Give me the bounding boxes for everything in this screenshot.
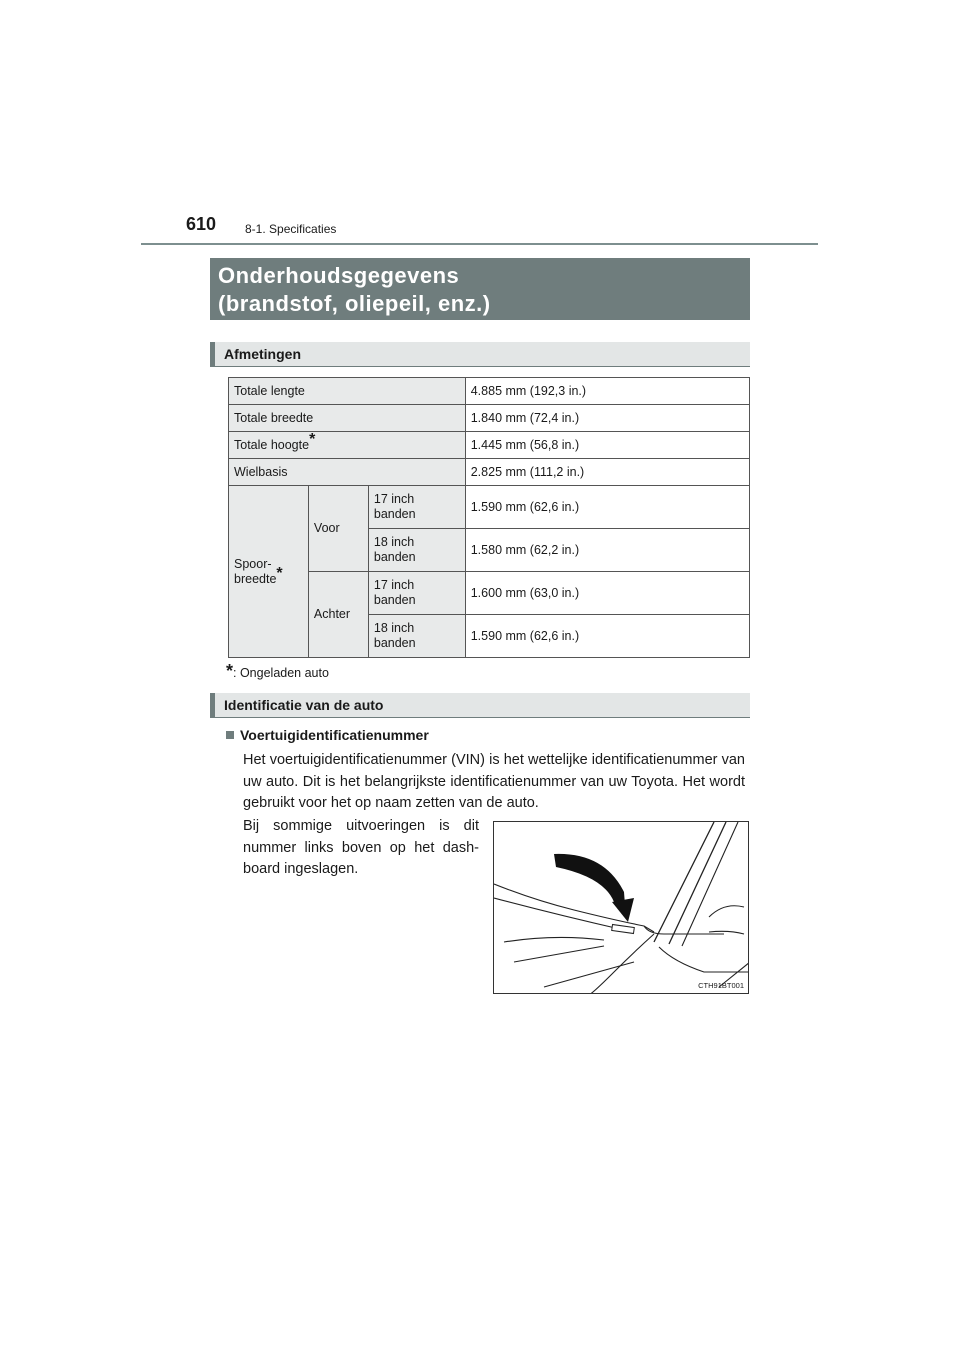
row-value: 2.825 mm (111,2 in.) bbox=[465, 459, 749, 486]
arrow-head-icon bbox=[612, 898, 634, 922]
row-label: Totale lengte bbox=[229, 378, 466, 405]
identification-heading bbox=[210, 693, 750, 718]
row-label-cell bbox=[229, 432, 466, 459]
dimensions-heading-text: Afmetingen bbox=[224, 346, 301, 362]
tire-size-line1: 17 inch bbox=[373, 492, 415, 506]
page-number: 610 bbox=[186, 214, 217, 234]
tire-size-line2: banden bbox=[373, 550, 416, 564]
tire-size-cell bbox=[368, 529, 465, 572]
chapter-title-line1: Onderhoudsgegevens bbox=[218, 263, 460, 288]
bullet-square-icon bbox=[226, 731, 234, 739]
chapter-title bbox=[210, 258, 750, 320]
tire-size-line2: banden bbox=[373, 593, 416, 607]
dimensions-table bbox=[228, 377, 750, 658]
track-label-cell bbox=[229, 486, 309, 658]
row-label: Wielbasis bbox=[229, 459, 466, 486]
row-value: 4.885 mm (192,3 in.) bbox=[465, 378, 749, 405]
asterisk-mark: * bbox=[226, 661, 234, 681]
dimensions-heading bbox=[210, 342, 750, 367]
track-front-label: Voor bbox=[308, 486, 368, 572]
track-label-line2: breedte bbox=[234, 571, 277, 586]
tire-size-line1: 17 inch bbox=[373, 578, 415, 592]
heading-bar bbox=[210, 693, 215, 717]
footnote bbox=[226, 661, 329, 682]
vin-location-figure bbox=[493, 821, 749, 994]
row-value: 1.590 mm (62,6 in.) bbox=[465, 486, 749, 529]
identification-heading-text: Identificatie van de auto bbox=[224, 697, 384, 713]
track-label-line1: Spoor- bbox=[234, 556, 272, 571]
vin-paragraph: Het voertuigidentificatienummer (VIN) is het wettelijke identificatienummer van uw auto. Dit is het belangrijkste identificatienummer van uw Toyota. Het wordt gebruikt voor het op naam zetten van de auto. bbox=[243, 752, 745, 811]
tire-size-line2: banden bbox=[373, 636, 416, 650]
tire-size-line1: 18 inch bbox=[373, 535, 415, 549]
dashboard-illustration bbox=[494, 822, 749, 994]
footnote-text: : Ongeladen auto bbox=[233, 666, 329, 680]
tire-size-line1: 18 inch bbox=[373, 621, 415, 635]
vin-plate bbox=[612, 924, 635, 933]
tire-size-cell bbox=[368, 572, 465, 615]
section-title: 8-1. Specificaties bbox=[245, 222, 337, 236]
vin-location-paragraph: Bij sommige uitvoeringen is dit nummer links boven op het dash-board ingeslagen. bbox=[243, 818, 479, 877]
tire-size-cell bbox=[368, 486, 465, 529]
bullet-heading-text: Voertuigidentificatienummer bbox=[240, 727, 429, 743]
table-row bbox=[229, 378, 750, 405]
arrow-icon bbox=[554, 854, 626, 918]
row-value: 1.445 mm (56,8 in.) bbox=[465, 432, 749, 459]
asterisk-mark: * bbox=[276, 564, 283, 582]
row-value: 1.600 mm (63,0 in.) bbox=[465, 572, 749, 615]
table-row bbox=[229, 432, 750, 459]
row-label: Totale hoogte bbox=[234, 438, 310, 452]
table-row bbox=[229, 459, 750, 486]
heading-bar bbox=[210, 342, 215, 366]
bullet-heading bbox=[226, 727, 429, 743]
row-value: 1.580 mm (62,2 in.) bbox=[465, 529, 749, 572]
figure-code: CTH91BT001 bbox=[698, 981, 744, 990]
asterisk-mark: * bbox=[309, 430, 316, 448]
row-value: 1.840 mm (72,4 in.) bbox=[465, 405, 749, 432]
tire-size-line2: banden bbox=[373, 507, 416, 521]
table-row bbox=[229, 486, 750, 529]
header-rule bbox=[141, 243, 818, 245]
tire-size-cell bbox=[368, 615, 465, 658]
track-rear-label: Achter bbox=[308, 572, 368, 658]
chapter-title-line2: (brandstof, oliepeil, enz.) bbox=[218, 291, 491, 316]
table-row bbox=[229, 405, 750, 432]
row-label: Totale breedte bbox=[229, 405, 466, 432]
row-value: 1.590 mm (62,6 in.) bbox=[465, 615, 749, 658]
